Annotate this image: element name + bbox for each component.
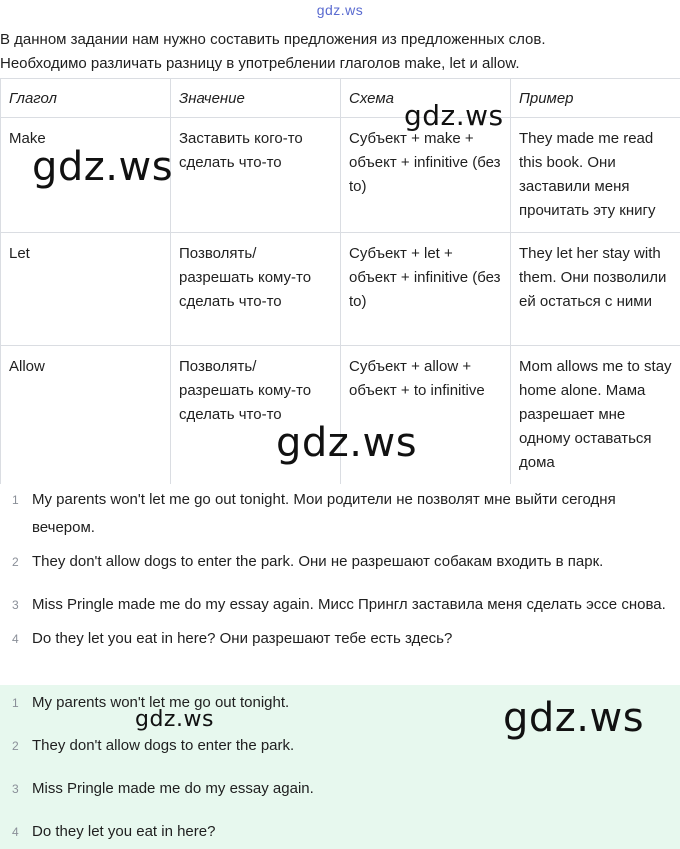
cell-meaning: Позволять/ разрешать кому-то сделать что-то (171, 233, 341, 346)
item-number: 3 (12, 782, 19, 796)
cell-meaning: Позволять/ разрешать кому-то сделать что-то (171, 346, 341, 485)
watermark: gdz.ws (135, 707, 214, 732)
item-number: 4 (12, 825, 19, 839)
cell-example: They let her stay with them. Они позволили ей остаться с ними (511, 233, 680, 346)
cell-example: Mom allows me to stay home alone. Мама разрешает мне одному оставаться дома (511, 346, 680, 485)
watermark: gdz.ws (32, 144, 174, 190)
cell-scheme: Субъект + allow + объект + to infinitive (341, 346, 511, 485)
item-text: Do they let you eat in here? Они разрешают тебе есть здесь? (32, 630, 453, 647)
list-item (0, 486, 680, 542)
translations-list (0, 486, 680, 653)
item-text: My parents won't let me go out tonight. (32, 694, 290, 711)
item-number: 4 (12, 632, 19, 646)
watermark: gdz.ws (503, 695, 645, 741)
list-item (0, 625, 680, 653)
intro-text (0, 28, 680, 76)
item-number: 2 (12, 739, 19, 753)
cell-verb: Make (1, 118, 171, 233)
cell-verb: Let (1, 233, 171, 346)
table-row (1, 233, 680, 346)
list-item (0, 775, 314, 803)
cell-scheme: Субъект + make + объект + infinitive (без to) (341, 118, 511, 233)
cell-meaning: Заставить кого-то сделать что-то (171, 118, 341, 233)
site-header[interactable]: gdz.ws (316, 2, 364, 18)
cell-scheme: Субъект + let + объект + infinitive (без to) (341, 233, 511, 346)
list-item (0, 818, 215, 846)
list-item (0, 548, 680, 576)
intro-line-1: В данном задании нам нужно составить предложения из предложенных слов. (0, 31, 546, 48)
item-text: My parents won't let me go out tonight. Мои родители не позволят мне выйти сегодня вечером. (32, 491, 616, 536)
item-text: They don't allow dogs to enter the park. (32, 737, 295, 754)
header-meaning: Значение (171, 79, 341, 118)
list-item (0, 591, 680, 619)
header-scheme: Схема (341, 79, 511, 118)
intro-line-2: Необходимо различать разницу в употреблении глаголов make, let и allow. (0, 55, 520, 72)
watermark: gdz.ws (404, 99, 504, 132)
item-text: Do they let you eat in here? (32, 823, 216, 840)
item-text: They don't allow dogs to enter the park. Они не разрешают собакам входить в парк. (32, 553, 604, 570)
watermark: gdz.ws (276, 420, 418, 466)
header-verb: Глагол (1, 79, 171, 118)
item-number: 3 (12, 598, 19, 612)
item-number: 2 (12, 555, 19, 569)
cell-verb: Allow (1, 346, 171, 485)
item-text: Miss Pringle made me do my essay again. Мисс Прингл заставила меня сделать эссе снова. (32, 596, 666, 613)
cell-example: They made me read this book. Они заставили меня прочитать эту книгу (511, 118, 680, 233)
list-item (0, 732, 294, 760)
table-header-row (1, 79, 680, 118)
item-text: Miss Pringle made me do my essay again. (32, 780, 314, 797)
item-number: 1 (12, 493, 19, 507)
header-example: Пример (511, 79, 680, 118)
item-number: 1 (12, 696, 19, 710)
